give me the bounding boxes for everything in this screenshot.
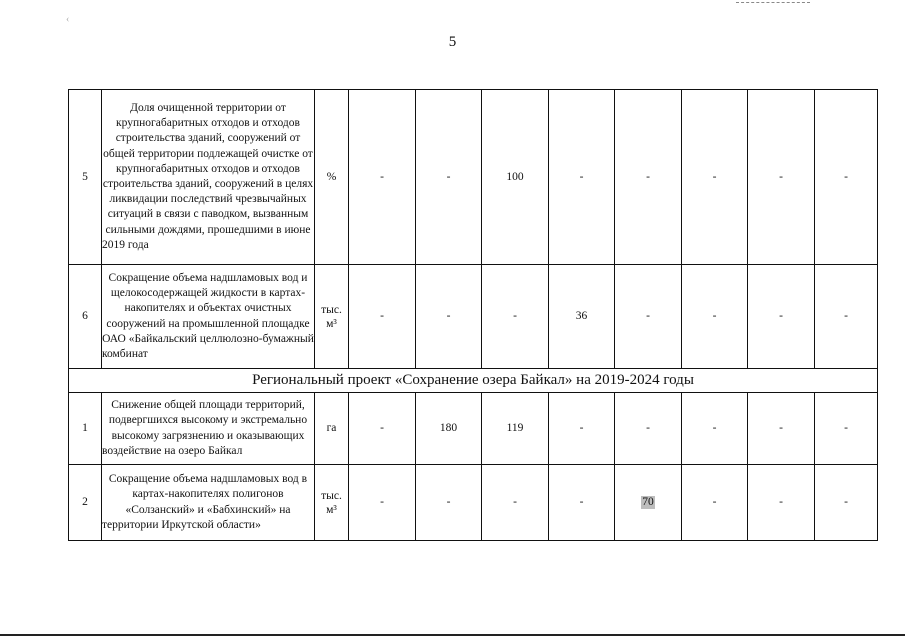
value-cell: -: [815, 90, 878, 265]
value-cell: -: [815, 393, 878, 465]
value-cell: 100: [482, 90, 549, 265]
scan-speck: ‹: [66, 14, 70, 25]
value-cell: -: [615, 90, 682, 265]
indicator-description: Снижение общей площади территорий, подвергшихся высокому и экстремально высокому загрязнению и оказывающих воздействие на озеро Байкал: [102, 393, 315, 465]
value-cell: -: [549, 393, 615, 465]
unit-text: м³: [326, 503, 337, 516]
indicator-description: Сокращение объема надшламовых вод в картах-накопителях полигонов «Солзанский» и «Бабхинский» на территории Иркутской области»: [102, 465, 315, 541]
row-number: 5: [69, 90, 102, 265]
value-cell: -: [815, 265, 878, 369]
value-cell: -: [682, 265, 748, 369]
indicator-description: Доля очищенной территории от крупногабаритных отходов и отходов строительства зданий, сооружений от общей территории подлежащей очистке от крупногабаритных отходов и отходов строительства зданий, сооружений в целях ликвидации последствий чрезвычайных ситуаций в связи с паводком, вызванным сильными дождями, прошедшими в июне 2019 года: [102, 90, 315, 265]
indicator-description: Сокращение объема надшламовых вод и щелокосодержащей жидкости в картах-накопителях и объектах очистных сооружений на промышленной площадке ОАО «Байкальский целлюлозно-бумажный комбинат: [102, 265, 315, 369]
unit-text: га: [326, 422, 337, 434]
value-cell: -: [416, 465, 482, 541]
unit-cell: [315, 465, 349, 541]
value-cell: -: [416, 265, 482, 369]
value-cell: -: [349, 465, 416, 541]
value-cell: [615, 465, 682, 541]
value-cell: -: [682, 465, 748, 541]
section-title: Региональный проект «Сохранение озера Байкал» на 2019-2024 годы: [69, 369, 878, 393]
value-cell: -: [482, 465, 549, 541]
value-cell: -: [615, 393, 682, 465]
unit-cell: [315, 90, 349, 265]
unit-cell: [315, 265, 349, 369]
row-number: 6: [69, 265, 102, 369]
value-cell: -: [349, 90, 416, 265]
value-cell: 36: [549, 265, 615, 369]
value-cell: -: [748, 465, 815, 541]
value-cell: -: [549, 90, 615, 265]
value-cell: 119: [482, 393, 549, 465]
unit-text: %: [326, 170, 337, 183]
value-cell: -: [549, 465, 615, 541]
value-cell: 180: [416, 393, 482, 465]
table-row: [69, 90, 878, 265]
value-stamped: 70: [642, 496, 654, 508]
top-edge-mark: [736, 2, 810, 3]
table-row: [69, 465, 878, 541]
unit-text: тыс.: [321, 303, 342, 316]
value-cell: -: [615, 265, 682, 369]
value-cell: -: [482, 265, 549, 369]
row-number: 1: [69, 393, 102, 465]
value-cell: -: [748, 90, 815, 265]
unit-cell: [315, 393, 349, 465]
value-cell: -: [416, 90, 482, 265]
section-row: [69, 369, 878, 393]
value-cell: -: [748, 393, 815, 465]
table-row: [69, 393, 878, 465]
row-number: 2: [69, 465, 102, 541]
value-cell: -: [815, 465, 878, 541]
value-cell: -: [682, 393, 748, 465]
table-row: [69, 265, 878, 369]
value-cell: -: [349, 265, 416, 369]
value-cell: -: [349, 393, 416, 465]
indicators-table: [68, 89, 878, 541]
bottom-edge-line: [0, 634, 905, 636]
value-cell: -: [748, 265, 815, 369]
unit-text: м³: [326, 317, 337, 330]
page-number: 5: [448, 34, 457, 50]
unit-text: тыс.: [321, 489, 342, 502]
value-cell: -: [682, 90, 748, 265]
